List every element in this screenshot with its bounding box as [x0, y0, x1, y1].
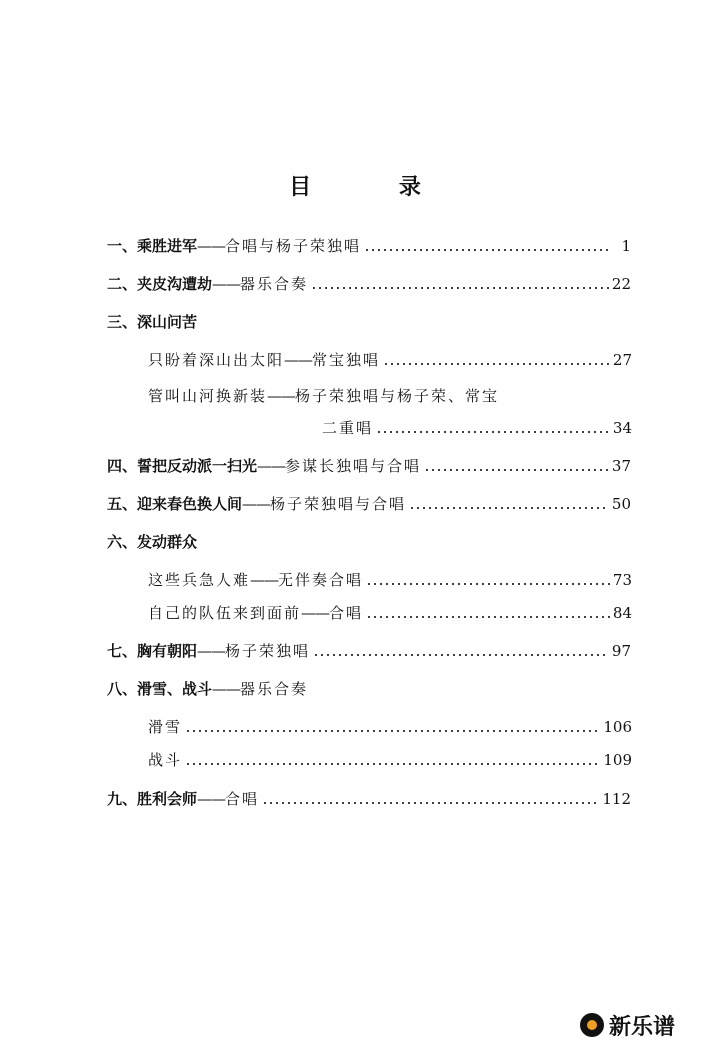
entry-description: 合唱	[329, 604, 364, 622]
entry-dash: ——	[212, 275, 241, 293]
entry-title: 管叫山河换新装	[148, 387, 268, 405]
entry-number: 二、	[107, 275, 138, 293]
entry-dash: ——	[197, 790, 226, 808]
toc-entry[interactable]	[107, 635, 631, 661]
watermark-logo	[580, 1010, 700, 1040]
toc-subentry[interactable]	[148, 744, 632, 770]
entry-description: 杨子荣独唱与合唱	[270, 495, 407, 513]
entry-number: 五、	[107, 495, 138, 513]
entry-title: 深山问苦	[137, 313, 198, 331]
dot-leader	[185, 730, 600, 732]
entry-page: 73	[612, 571, 632, 589]
toc-subentry-continuation[interactable]	[322, 412, 632, 438]
entry-title: 战斗	[148, 751, 183, 769]
entry-page: 50	[611, 495, 631, 513]
entry-page: 109	[603, 751, 632, 769]
entry-title: 乘胜进军	[137, 237, 198, 255]
dot-leader	[383, 363, 610, 365]
entry-description: 常宝独唱	[312, 351, 381, 369]
entry-description: 合唱	[225, 790, 260, 808]
toc-entry[interactable]	[107, 783, 631, 809]
entry-dash: ——	[301, 604, 330, 622]
entry-page: 34	[612, 419, 632, 437]
toc-entry[interactable]	[107, 230, 631, 256]
dot-leader	[366, 583, 610, 585]
vinyl-record-icon	[580, 1013, 604, 1037]
entry-dash: ——	[212, 680, 241, 698]
entry-title: 这些兵急人难	[148, 571, 251, 589]
entry-title: 滑雪	[148, 718, 183, 736]
dot-leader	[262, 802, 599, 804]
toc-section-heading[interactable]	[107, 526, 631, 552]
toc-subentry[interactable]	[148, 344, 632, 370]
entry-number: 九、	[107, 790, 138, 808]
entry-page: 97	[611, 642, 631, 660]
toc-section-heading[interactable]	[107, 306, 631, 332]
entry-title: 迎来春色换人间	[137, 495, 243, 513]
toc-subentry[interactable]	[148, 711, 632, 737]
entry-description: 参谋长独唱与合唱	[285, 457, 422, 475]
toc-entry[interactable]	[107, 268, 631, 294]
toc-subentry[interactable]	[148, 564, 632, 590]
toc-entry[interactable]	[107, 488, 631, 514]
toc-entry[interactable]	[107, 450, 631, 476]
dot-leader	[409, 507, 609, 509]
entry-page: 37	[611, 457, 631, 475]
dot-leader	[185, 763, 600, 765]
entry-title: 发动群众	[137, 533, 198, 551]
entry-description: 无伴奏合唱	[278, 571, 364, 589]
entry-number: 六、	[107, 533, 138, 551]
entry-number: 三、	[107, 313, 138, 331]
entry-dash: ——	[267, 387, 296, 405]
dot-leader	[366, 616, 610, 618]
entry-page: 27	[612, 351, 632, 369]
entry-title: 誓把反动派一扫光	[137, 457, 258, 475]
entry-number: 四、	[107, 457, 138, 475]
page-title: 目 录	[289, 175, 461, 200]
entry-description: 二重唱	[322, 419, 374, 437]
entry-description: 杨子荣独唱	[225, 642, 311, 660]
entry-number: 七、	[107, 642, 138, 660]
entry-title: 夹皮沟遭劫	[137, 275, 213, 293]
entry-dash: ——	[197, 237, 226, 255]
toc-section-heading[interactable]	[107, 673, 631, 699]
entry-description: 合唱与杨子荣独唱	[225, 237, 362, 255]
entry-dash: ——	[197, 642, 226, 660]
entry-dash: ——	[257, 457, 286, 475]
entry-number: 一、	[107, 237, 138, 255]
entry-title: 滑雪、战斗	[137, 680, 213, 698]
entry-dash: ——	[250, 571, 279, 589]
entry-page: 1	[621, 237, 631, 255]
entry-title: 胜利会师	[137, 790, 198, 808]
entry-title: 自己的队伍来到面前	[148, 604, 302, 622]
entry-title: 胸有朝阳	[137, 642, 198, 660]
entry-description: 杨子荣独唱与杨子荣、常宝	[295, 387, 500, 405]
watermark-text: 新乐谱	[609, 1014, 676, 1040]
entry-dash: ——	[242, 495, 271, 513]
entry-page: 22	[611, 275, 631, 293]
dot-leader	[424, 469, 609, 471]
entry-number: 八、	[107, 680, 138, 698]
entry-dash: ——	[284, 351, 313, 369]
entry-description: 器乐合奏	[240, 275, 309, 293]
dot-leader	[364, 249, 610, 251]
entry-page: 84	[612, 604, 632, 622]
entry-page: 106	[603, 718, 632, 736]
dot-leader	[311, 287, 609, 289]
dot-leader	[376, 431, 610, 433]
entry-title: 只盼着深山出太阳	[148, 351, 285, 369]
toc-subentry[interactable]	[148, 380, 632, 406]
entry-description: 器乐合奏	[240, 680, 309, 698]
entry-page: 112	[602, 790, 631, 808]
dot-leader	[313, 654, 609, 656]
toc-subentry[interactable]	[148, 597, 632, 623]
